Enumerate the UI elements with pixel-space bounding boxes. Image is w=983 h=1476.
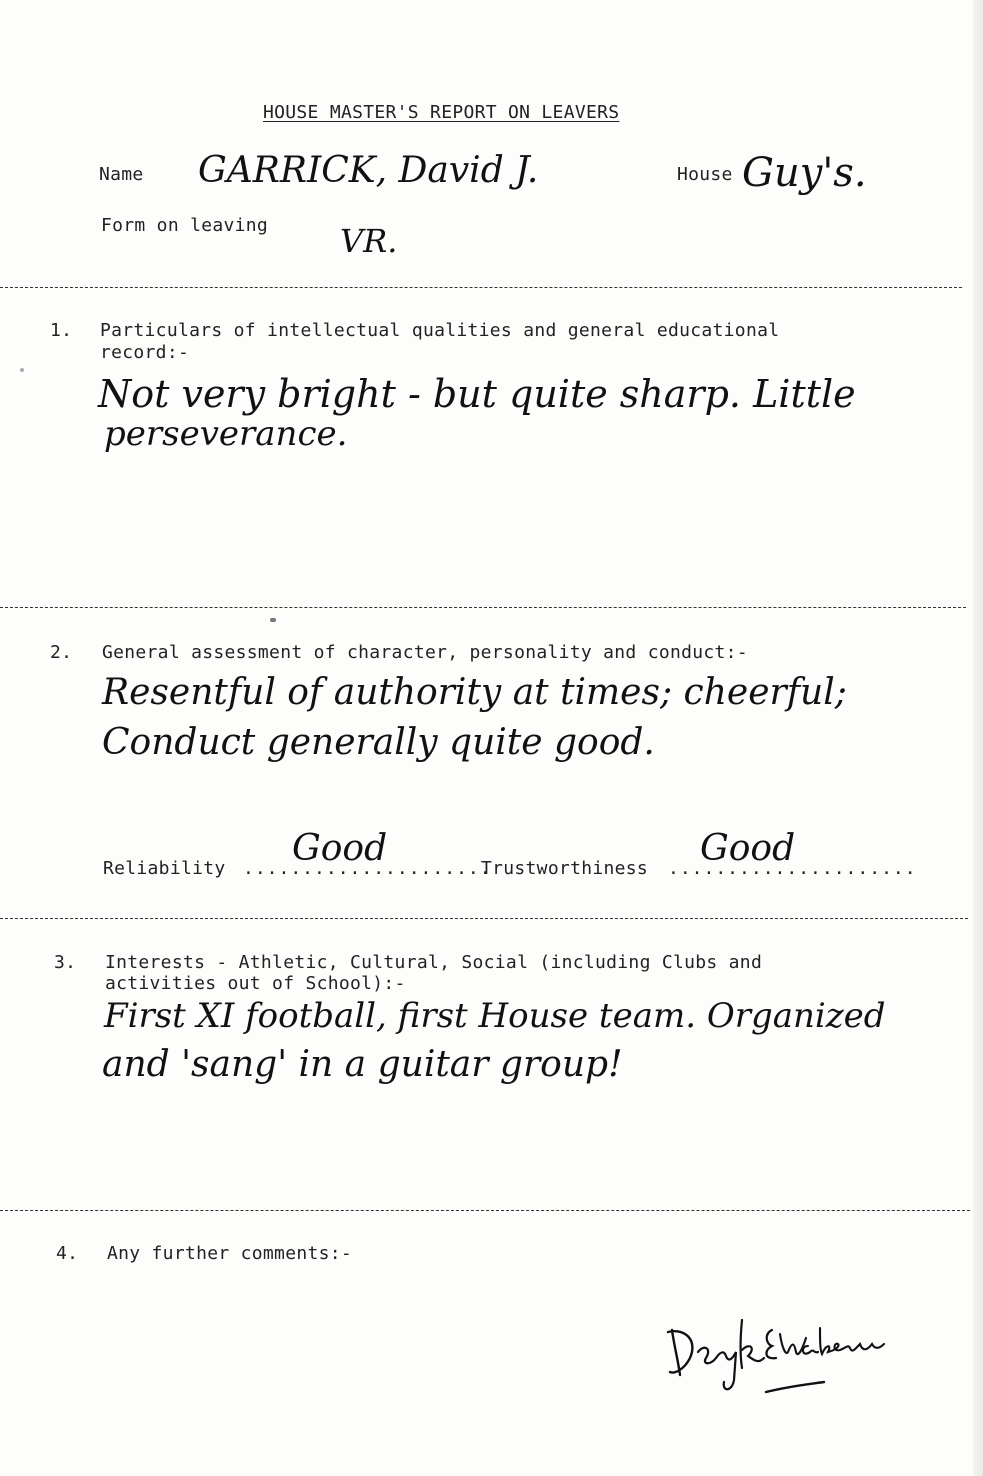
- house-value: Guy's.: [742, 150, 867, 196]
- divider: [0, 287, 962, 288]
- section-number: 2.: [50, 642, 73, 663]
- form-value: VR.: [340, 222, 398, 260]
- section1-prompt: Particulars of intellectual qualities and general educational: [100, 320, 780, 341]
- section1-prompt: record:-: [100, 342, 190, 363]
- section1-answer: Not very bright - but quite sharp. Little: [98, 372, 856, 416]
- ink-speck: [20, 368, 24, 372]
- section-number: 1.: [50, 320, 73, 341]
- reliability-label: Reliability: [103, 858, 226, 879]
- house-label: House: [677, 164, 733, 185]
- section3-answer: First XI football, first House team. Organized: [104, 996, 886, 1036]
- section3-prompt: Interests - Athletic, Cultural, Social (including Clubs and: [105, 952, 763, 973]
- section2-answer: Resentful of authority at times; cheerful;: [102, 672, 847, 713]
- trustworthiness-label: Trustworthiness: [481, 858, 649, 879]
- section-number: 4.: [56, 1243, 79, 1264]
- reliability-value: Good: [292, 828, 388, 869]
- divider: [0, 918, 968, 919]
- section-number: 3.: [54, 952, 77, 973]
- name-value: GARRICK, David J.: [198, 150, 539, 191]
- name-label: Name: [99, 164, 144, 185]
- section2-prompt: General assessment of character, personality and conduct:-: [102, 642, 748, 663]
- form-label: Form on leaving: [101, 215, 269, 236]
- section3-answer: and 'sang' in a guitar group!: [102, 1044, 623, 1085]
- divider: [0, 607, 966, 608]
- section2-answer: Conduct generally quite good.: [102, 722, 655, 763]
- trustworthiness-value: Good: [700, 828, 796, 869]
- trustworthiness-dots: .....................: [668, 858, 917, 879]
- section3-prompt: activities out of School):-: [105, 973, 406, 994]
- report-title: HOUSE MASTER'S REPORT ON LEAVERS: [263, 102, 620, 123]
- page-edge: [973, 0, 983, 1476]
- housemaster-signature: [660, 1300, 900, 1410]
- section4-prompt: Any further comments:-: [107, 1243, 353, 1264]
- divider: [0, 1210, 970, 1211]
- section1-answer: perseverance.: [104, 414, 348, 454]
- reliability-dots: .....................: [243, 858, 492, 879]
- ink-speck: [270, 618, 276, 622]
